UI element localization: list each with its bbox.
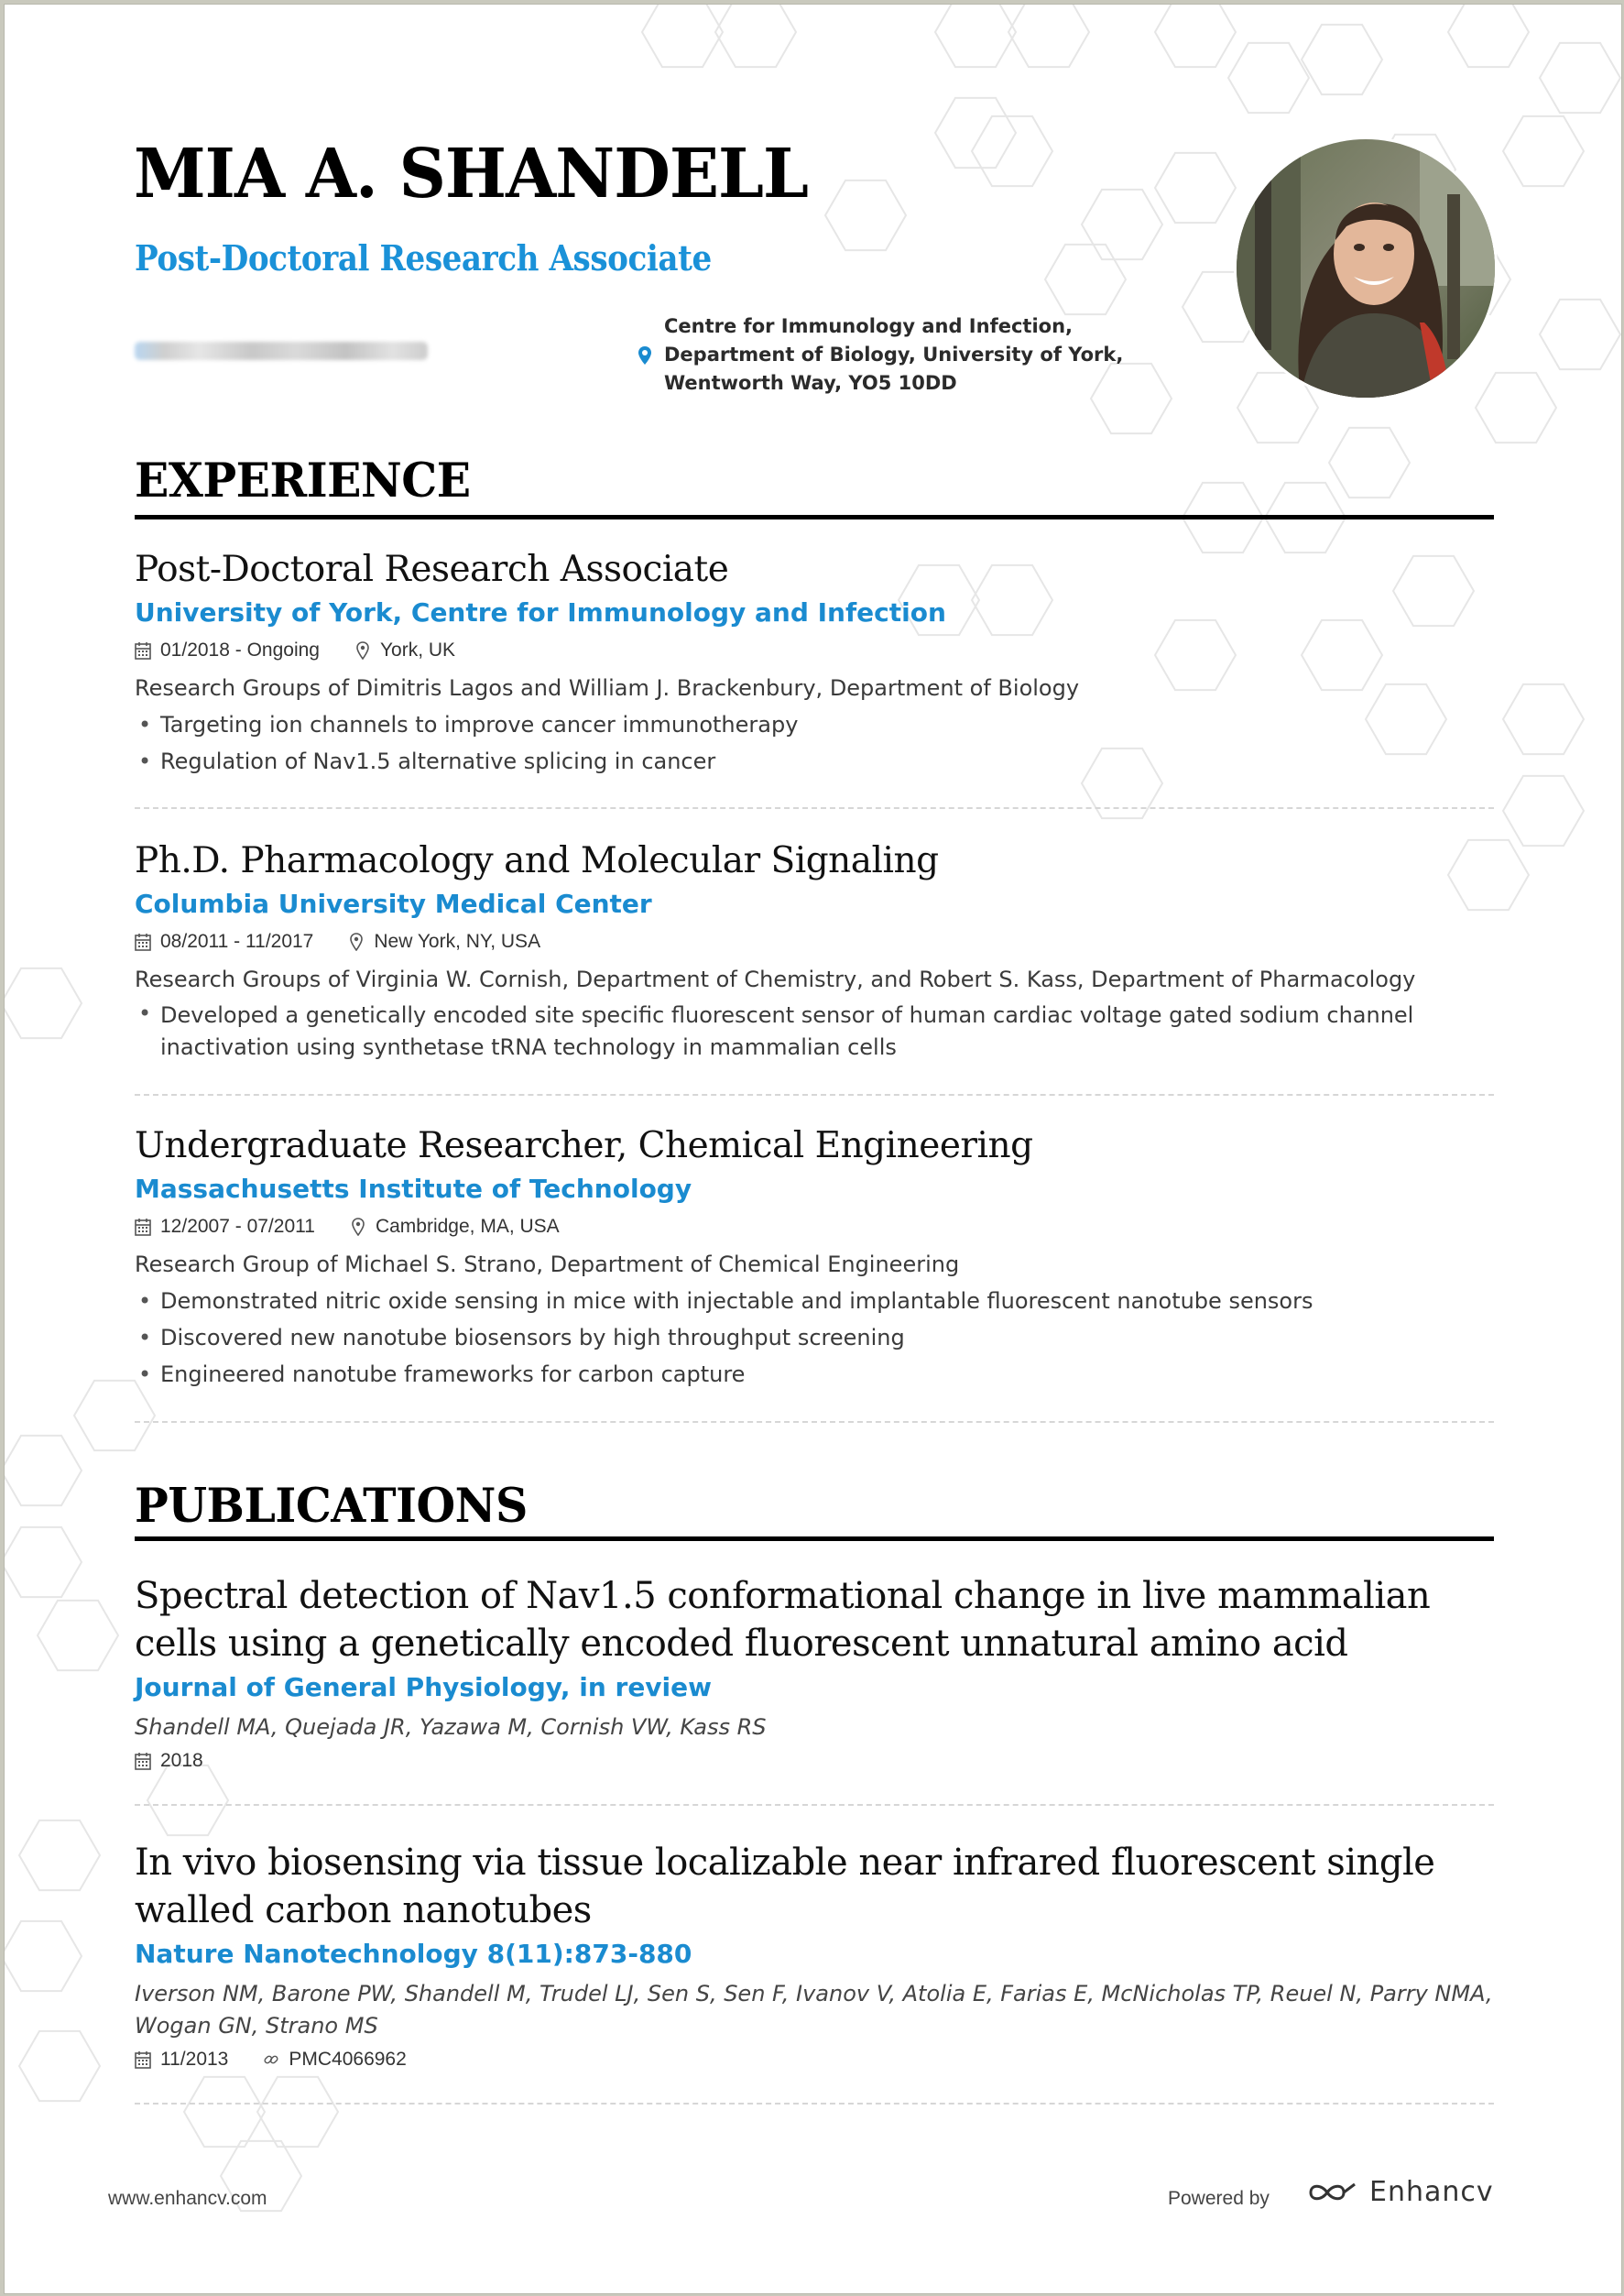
calendar-icon xyxy=(135,2050,151,2069)
publication-meta xyxy=(135,2044,1496,2075)
job-bullets xyxy=(135,706,1496,780)
calendar-icon xyxy=(135,933,151,951)
email-redacted[interactable] xyxy=(135,342,428,360)
publication-title: In vivo biosensing via tissue localizable near infrared fluorescent single walled carbon nanotubes xyxy=(135,1842,1435,1931)
map-pin-icon xyxy=(637,345,653,366)
job-location: York, UK xyxy=(379,640,456,661)
job-bullet: • Targeting ion channels to improve cancer immunotherapy xyxy=(135,706,1496,743)
job-meta xyxy=(135,635,1496,666)
calendar-icon xyxy=(135,641,151,660)
publication-entry xyxy=(135,1572,1496,1777)
job-organization[interactable]: University of York, Centre for Immunology and Infection xyxy=(135,597,946,628)
job-bullet: • Demonstrated nitric oxide sensing in mice with injectable and implantable fluorescent nanotube sensors xyxy=(135,1283,1496,1319)
publication-authors: Shandell MA, Quejada JR, Yazawa M, Cornish VW, Kass RS xyxy=(135,1714,767,1740)
job-bullet: • Regulation of Nav1.5 alternative splicing in cancer xyxy=(135,743,1496,780)
candidate-headline: Post-Doctoral Research Associate xyxy=(135,237,712,279)
address-line-2: Department of Biology, University of York, xyxy=(664,344,1124,366)
publications-rule xyxy=(135,1536,1494,1541)
publication-authors: Iverson NM, Barone PW, Shandell M, Trudel LJ, Sen S, Sen F, Ivanov V, Atolia E, Farias E, McNicholas TP, Reuel N, Parry NMA, Wogan GN, Strano MS xyxy=(135,1981,1493,2039)
job-description: Research Groups of Virginia W. Cornish, Department of Chemistry, and Robert S. Kass, Department of Pharmacology xyxy=(135,967,1416,992)
publication-entry xyxy=(135,1839,1496,2075)
job-bullets xyxy=(135,998,1496,1066)
job-role: Undergraduate Researcher, Chemical Engineering xyxy=(135,1125,1033,1166)
experience-section-title: EXPERIENCE xyxy=(135,454,471,508)
job-description: Research Group of Michael S. Strano, Department of Chemical Engineering xyxy=(135,1252,960,1277)
job-dates: 01/2018 - Ongoing xyxy=(160,640,320,661)
powered-by-label: Powered by xyxy=(1168,2188,1270,2209)
candidate-name: MIA A. SHANDELL xyxy=(134,135,809,213)
location-pin-icon xyxy=(348,933,365,951)
experience-entry xyxy=(135,1123,1496,1393)
publication-journal[interactable]: Nature Nanotechnology 8(11):873-880 xyxy=(135,1939,692,1969)
address-block xyxy=(637,312,1123,398)
job-dates: 08/2011 - 11/2017 xyxy=(160,931,314,952)
entry-divider xyxy=(135,2103,1494,2105)
entry-divider xyxy=(135,1804,1494,1806)
job-bullet: • Developed a genetically encoded site specific fluorescent sensor of human cardiac voltage gated sodium channel inactivation using synthetase tRNA technology in mammalian cells xyxy=(135,998,1496,1066)
experience-entry xyxy=(135,547,1496,780)
publication-journal[interactable]: Journal of General Physiology, in review xyxy=(135,1672,713,1702)
job-organization[interactable]: Massachusetts Institute of Technology xyxy=(135,1174,692,1204)
enhancv-logo[interactable] xyxy=(1305,2176,1494,2208)
link-icon[interactable] xyxy=(263,2050,279,2069)
location-pin-icon xyxy=(354,641,371,660)
job-meta xyxy=(135,926,1496,957)
calendar-icon xyxy=(135,1218,151,1236)
job-bullet: • Engineered nanotube frameworks for carbon capture xyxy=(135,1356,1496,1393)
experience-rule xyxy=(135,515,1494,519)
experience-entry xyxy=(135,838,1496,1066)
publication-title: Spectral detection of Nav1.5 conformational change in live mammalian cells using a genetically encoded fluorescent unnatural amino acid xyxy=(135,1575,1431,1665)
job-bullet: • Discovered new nanotube biosensors by high throughput screening xyxy=(135,1319,1496,1356)
job-dates: 12/2007 - 07/2011 xyxy=(160,1216,315,1237)
job-bullets xyxy=(135,1283,1496,1393)
publications-section-title: PUBLICATIONS xyxy=(135,1479,528,1534)
job-organization[interactable]: Columbia University Medical Center xyxy=(135,889,652,919)
job-location: New York, NY, USA xyxy=(374,931,541,952)
address-line-1: Centre for Immunology and Infection, xyxy=(664,315,1073,337)
infinity-logo-icon xyxy=(1305,2179,1360,2206)
resume-page xyxy=(4,4,1622,2294)
job-location: Cambridge, MA, USA xyxy=(375,1216,560,1237)
job-meta xyxy=(135,1211,1496,1242)
job-role: Ph.D. Pharmacology and Molecular Signaling xyxy=(135,840,939,881)
address-line-3: Wentworth Way, YO5 10DD xyxy=(664,372,957,394)
publication-meta xyxy=(135,1745,1496,1777)
profile-photo xyxy=(1234,137,1498,400)
publication-date: 2018 xyxy=(160,1750,203,1771)
entry-divider xyxy=(135,1094,1494,1096)
entry-divider xyxy=(135,807,1494,809)
job-description: Research Groups of Dimitris Lagos and William J. Brackenbury, Department of Biology xyxy=(135,675,1080,701)
brand-name: Enhancv xyxy=(1369,2176,1494,2208)
footer-url[interactable]: www.enhancv.com xyxy=(108,2188,267,2209)
entry-divider xyxy=(135,1421,1494,1423)
calendar-icon xyxy=(135,1752,151,1770)
location-pin-icon xyxy=(350,1218,366,1236)
job-role: Post-Doctoral Research Associate xyxy=(135,549,729,590)
publication-date: 11/2013 xyxy=(160,2049,229,2070)
publication-link[interactable]: PMC4066962 xyxy=(289,2049,407,2070)
